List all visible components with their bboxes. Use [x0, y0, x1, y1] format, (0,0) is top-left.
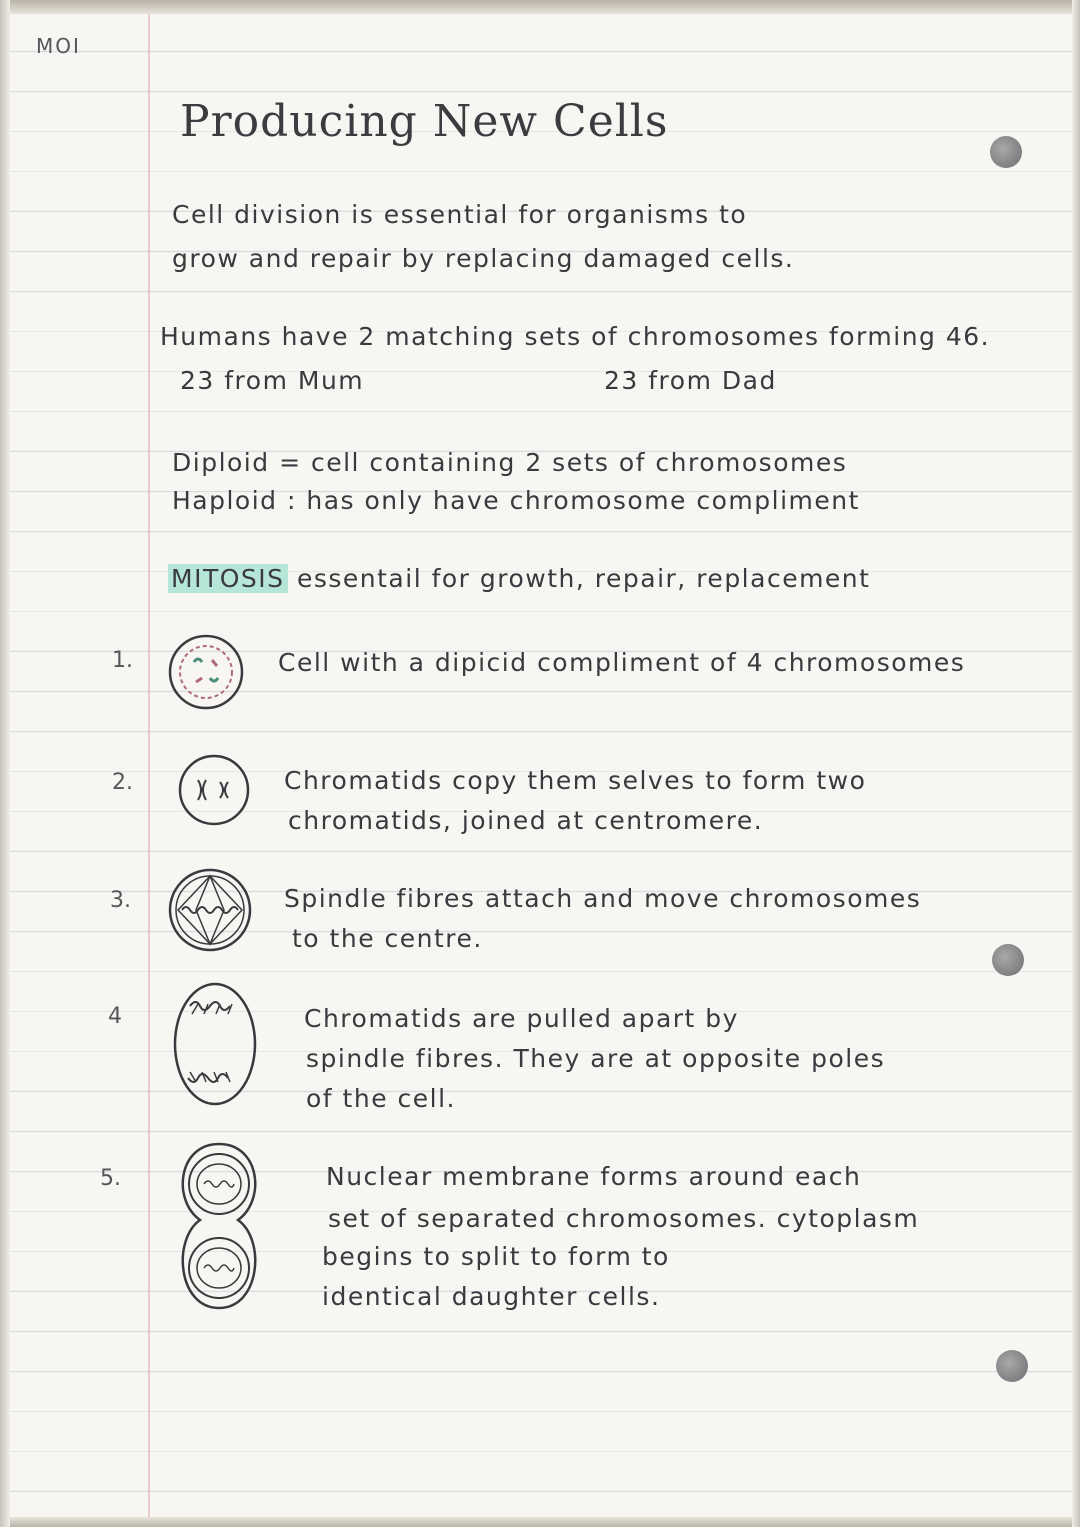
haploid-definition: Haploid : has only have chromosome compliment: [172, 486, 860, 515]
cell-diagram-step-4: [170, 980, 260, 1110]
intro-line-1: Cell division is essential for organisms to: [172, 200, 748, 229]
cell-diagram-step-2: [176, 752, 252, 828]
diploid-definition: Diploid = cell containing 2 sets of chromosomes: [172, 448, 848, 477]
page-title: Producing New Cells: [180, 96, 669, 147]
step-5-line-3: begins to split to form to: [322, 1242, 670, 1271]
cell-diagram-step-3: [166, 866, 254, 954]
humans-line-1: Humans have 2 matching sets of chromosomes forming 46.: [160, 322, 991, 351]
mitosis-text: essentail for growth, repair, replacement: [296, 564, 871, 593]
humans-line-2a: 23 from Mum: [180, 366, 365, 395]
step-number: 5.: [100, 1166, 121, 1191]
page-left-edge: [0, 0, 10, 1527]
step-3-line-2: to the centre.: [292, 924, 483, 953]
mitosis-heading: MITOSIS: [168, 564, 288, 593]
step-4-line-2: spindle fibres. They are at opposite poles: [306, 1044, 886, 1073]
step-1-line-1: Cell with a dipicid compliment of 4 chromosomes: [278, 648, 966, 677]
cell-diagram-step-5: [172, 1140, 266, 1312]
step-3-line-1: Spindle fibres attach and move chromosomes: [284, 884, 922, 913]
step-number: 2.: [112, 770, 133, 795]
step-5-line-2: set of separated chromosomes. cytoplasm: [328, 1204, 920, 1233]
margin-line: [148, 0, 150, 1527]
page-bottom-edge: [0, 1517, 1080, 1527]
step-5-line-4: identical daughter cells.: [322, 1282, 661, 1311]
humans-line-2b: 23 from Dad: [604, 366, 777, 395]
step-4-line-3: of the cell.: [306, 1084, 456, 1113]
step-number: 4: [108, 1004, 122, 1029]
intro-line-2: grow and repair by replacing damaged cells.: [172, 244, 795, 273]
punch-hole: [996, 1350, 1028, 1382]
step-2-line-1: Chromatids copy them selves to form two: [284, 766, 867, 795]
mitosis-line: [168, 564, 870, 593]
punch-hole: [992, 944, 1024, 976]
cell-diagram-step-1: [166, 632, 246, 712]
step-number: 1.: [112, 648, 133, 673]
step-5-line-1: Nuclear membrane forms around each: [326, 1162, 862, 1191]
step-4-line-1: Chromatids are pulled apart by: [304, 1004, 739, 1033]
corner-label: MOI: [36, 34, 81, 58]
page-right-edge: [1072, 0, 1080, 1527]
page-top-edge: [0, 0, 1080, 14]
punch-hole: [990, 136, 1022, 168]
step-number: 3.: [110, 888, 131, 913]
step-2-line-2: chromatids, joined at centromere.: [288, 806, 764, 835]
